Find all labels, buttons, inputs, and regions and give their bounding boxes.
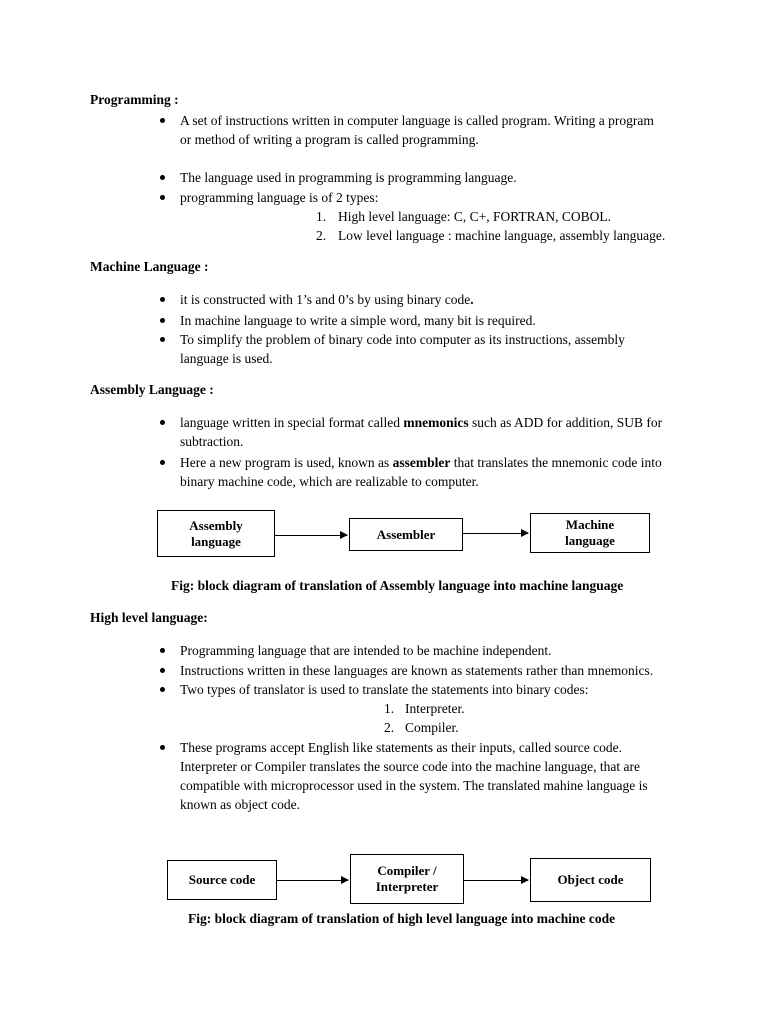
high-level-bullet-4-line-4: known as object code. bbox=[180, 797, 300, 812]
assembly-bullet-2-line-1: Here a new program is used, known as assembler that translates the mnemonic code into bbox=[180, 455, 662, 470]
source-code-box: Source code bbox=[167, 860, 277, 900]
bullet-icon bbox=[160, 460, 165, 465]
bullet-icon bbox=[160, 420, 165, 425]
programming-heading: Programming : bbox=[90, 92, 179, 107]
bullet-icon bbox=[160, 337, 165, 342]
assembly-bullet-1-line-1: language written in special format called mnemonics such as ADD for addition, SUB for bbox=[180, 415, 663, 430]
machine-bullet-3-line-2: language is used. bbox=[180, 351, 273, 366]
high-level-bullet-4-line-2: Interpreter or Compiler translates the source code into the machine language, that are bbox=[180, 759, 640, 774]
translator-list-item-2: Compiler. bbox=[405, 720, 459, 735]
bullet-icon bbox=[160, 195, 165, 200]
bullet-icon bbox=[160, 668, 165, 673]
bullet-icon bbox=[160, 118, 165, 123]
bullet-icon bbox=[160, 648, 165, 653]
programming-list-item-2: Low level language : machine language, assembly language. bbox=[338, 228, 666, 243]
bullet-icon bbox=[160, 745, 165, 750]
compiler-interpreter-box: Compiler / Interpreter bbox=[350, 854, 464, 904]
translator-list-number-2: 2. bbox=[384, 720, 395, 735]
machine-bullet-2: In machine language to write a simple word, many bit is required. bbox=[180, 313, 536, 328]
arrow-right-icon bbox=[463, 533, 528, 534]
machine-bullet-1: it is constructed with 1’s and 0’s by using binary code. bbox=[180, 292, 474, 307]
arrow-right-icon bbox=[277, 880, 348, 881]
machine-bullet-3-line-1: To simplify the problem of binary code into computer as its instructions, assembly bbox=[180, 332, 625, 347]
high-level-language-heading: High level language: bbox=[90, 610, 208, 625]
programming-bullet-3: programming language is of 2 types: bbox=[180, 190, 379, 205]
high-level-figure-caption: Fig: block diagram of translation of high level language into machine code bbox=[188, 911, 616, 926]
programming-list-number-1: 1. bbox=[316, 209, 327, 224]
object-code-box: Object code bbox=[530, 858, 651, 902]
bullet-icon bbox=[160, 318, 165, 323]
programming-bullet-1-line-2: or method of writing a program is called programming. bbox=[180, 132, 479, 147]
bullet-icon bbox=[160, 175, 165, 180]
high-level-bullet-4-line-1: These programs accept English like statements as their inputs, called source code. bbox=[180, 740, 622, 755]
bullet-icon bbox=[160, 687, 165, 692]
arrow-right-icon bbox=[464, 880, 528, 881]
assembly-bullet-1-line-2: subtraction. bbox=[180, 434, 244, 449]
assembly-figure-caption: Fig: block diagram of translation of Assembly language into machine language bbox=[171, 578, 624, 593]
high-level-bullet-1: Programming language that are intended to be machine independent. bbox=[180, 643, 552, 658]
high-level-bullet-4-line-3: compatible with microprocessor used in the system. The translated mahine language is bbox=[180, 778, 648, 793]
programming-list-number-2: 2. bbox=[316, 228, 327, 243]
programming-bullet-2: The language used in programming is programming language. bbox=[180, 170, 517, 185]
assembly-bullet-2-line-2: binary machine code, which are realizable to computer. bbox=[180, 474, 479, 489]
machine-language-box: Machine language bbox=[530, 513, 650, 553]
translator-list-number-1: 1. bbox=[384, 701, 395, 716]
arrow-right-icon bbox=[275, 535, 347, 536]
high-level-bullet-3: Two types of translator is used to translate the statements into binary codes: bbox=[180, 682, 589, 697]
bullet-icon bbox=[160, 297, 165, 302]
assembler-box: Assembler bbox=[349, 518, 463, 551]
assembly-language-box: Assembly language bbox=[157, 510, 275, 557]
programming-list-item-1: High level language: C, C+, FORTRAN, COBOL. bbox=[338, 209, 612, 224]
assembly-language-heading: Assembly Language : bbox=[90, 382, 214, 397]
machine-language-heading: Machine Language : bbox=[90, 259, 209, 274]
high-level-bullet-2: Instructions written in these languages are known as statements rather than mnemonics. bbox=[180, 663, 654, 678]
translator-list-item-1: Interpreter. bbox=[405, 701, 465, 716]
programming-bullet-1-line-1: A set of instructions written in computer language is called program. Writing a program bbox=[180, 113, 654, 128]
